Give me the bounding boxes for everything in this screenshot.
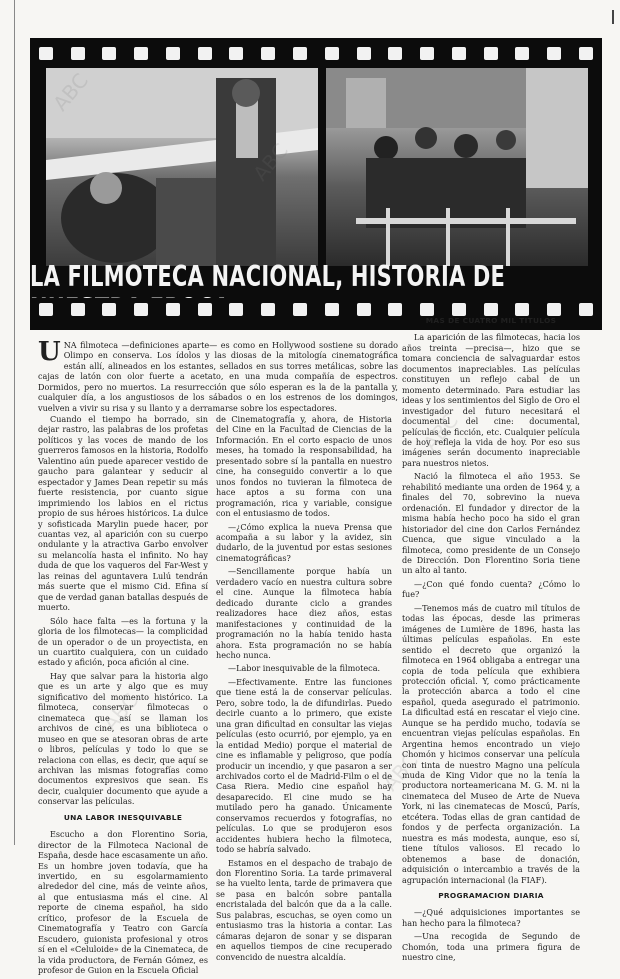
perforation bbox=[261, 303, 275, 316]
perforation bbox=[357, 47, 371, 60]
article-column-1 bbox=[38, 414, 208, 979]
paragraph: Hay que salvar para la historia algo que es un arte y algo que es muy significativo del momento histórico. La filmoteca, conservar filmotecas o cinemateca que así se llaman los archivos de cine, es una biblioteca o museo en que se atesoran obras de arte o libros, películas y todo lo que se relaciona con ellas, es decir, que aquí se archivan las mismas fotografías como documentos expresivos que sean. Es decir, cualquier documento que ayude a conservar las películas. bbox=[38, 670, 208, 807]
perforation bbox=[39, 47, 53, 60]
paragraph: —¿Cómo explica la nueva Prensa que acompaña a su labor y la avidez, sin dudarlo, de la juventud por estas sesiones cinematográficas? bbox=[216, 521, 392, 563]
photo-boarding-plane bbox=[46, 68, 318, 266]
paragraph: Nació la filmoteca el año 1953. Se rehabilitó mediante una orden de 1964 y, a finales del 70, sobrevino la nueva ordenación. El fundador y director de la misma había hecho poco ha sido el gran historiador del cine don Carlos Fernández Cuenca, que sigue vinculado a la filmoteca, como presidente de un Consejo de Dirección. Don Florentino Soria tiene un alto al tanto. bbox=[402, 471, 580, 576]
perforation bbox=[229, 303, 243, 316]
film-perforations-top bbox=[30, 42, 602, 64]
perforation bbox=[166, 303, 180, 316]
perforation bbox=[547, 303, 561, 316]
perforation bbox=[229, 47, 243, 60]
perforation bbox=[452, 303, 466, 316]
watermark: ABC bbox=[98, 688, 143, 736]
paragraph: —Tenemos más de cuatro mil títulos de todas las épocas, desde las primeras imágenes de Lumière de 1896, hasta las últimas películas españolas. En este sentido el decreto que organizó la filmoteca en 1964 obligaba a entregar una copia de toda película que exhibiera protección oficial. Y, como prácticamente la protección abarca a todo el cine español, queda asegurado el patrimonio. La dificultad está en rescatar el viejo cine. Aunque se ha perdido mucho, todavía se encuentran viejas películas españolas. En Argentina hemos encontrado un viejo Chomón y hicimos conservar una película con tinta de nuestro Magno una película muda de King Vidor que no la tenía la productora norteamericana M. G. M. ni la cinemateca del Museo de Arte de Nueva York, ni las cinematecas de Moscú, París, etcétera. Todas ellas de gran cantidad de fondos y de perfecta organización. La nuestra es más modesta, aunque, eso sí, tiene títulos valiosos. El recado lo obtenemos a base de donación, adquisición o intercambio a través de la agrupación internacional (la FIAF). bbox=[402, 602, 580, 885]
perforation bbox=[420, 47, 434, 60]
perforation bbox=[261, 47, 275, 60]
subhead-titulos: MAS DE CUATRO MIL TITULOS bbox=[425, 316, 557, 325]
perforation bbox=[452, 47, 466, 60]
drop-cap: U bbox=[38, 337, 61, 367]
paragraph: de Cinematografía y, ahora, de Historia del Cine en la Facultad de Ciencias de la Información. En el corto espacio de unos meses, ha tomado la responsabilidad, ha presentado sobre sí la pantalla en nuestro cine, ha conseguido convertir a lo que unos fondos no tuvieran la filmoteca de hace aptos a su forma con una programación, rica y variable, consigue con el entusiasmo de todos. bbox=[216, 414, 392, 519]
perforation bbox=[484, 303, 498, 316]
paragraph: —Una recogida de Segundo de Chomón, toda una primera figura de nuestro cine, bbox=[402, 931, 580, 963]
paragraph: Sólo hace falta —es la fortuna y la gloria de los filmotecas— la complicidad de un operador o de un proyectista, en un cuartito cualquiera, con un cuidado estado y afición, poca afición al cine. bbox=[38, 615, 208, 668]
perforation bbox=[102, 303, 116, 316]
paragraph: Estamos en el despacho de trabajo de don Florentino Soria. La tarde primaveral se ha vuelto lenta, tarde de primavera que se pasa en balcón sobre pantalla encristalada del balcón que da a la calle. Sus palabras, escuchas, se oyen como un entusiasmo tras la historia a contar. Las cámaras dejaron de sonar y se disparan en aquellos tiempos de cine recuperado convencido de nuestra alcaldía. bbox=[216, 857, 392, 962]
perforation bbox=[293, 47, 307, 60]
perforation bbox=[102, 47, 116, 60]
perforation bbox=[484, 47, 498, 60]
perforation bbox=[420, 303, 434, 316]
paragraph: Escucho a don Florentino Soria, director de la Filmoteca Nacional de España, desde hace escasamente un año. Es un hombre joven todavía, que ha invertido, en su esgolarmamiento alrededor del cine, más de veinte años, al que entusiasma más el cine. Al reporte de cinema español, ha sido crítico, profesor de la Escuela de Cinematografía y Teatro con García Escudero, guionista profesional y otros sí en el «Celuloide» de la Cinemateca, de la vida productora, de Fernán Gómez, es profesor de Guion en la Escuela Oficial bbox=[38, 829, 208, 976]
paragraph: La aparición de las filmotecas, hacia los años treinta —precisa—, hizo que se tomara conciencia de salvaguardar estos documentos inapreciables. Las películas constituyen un reflejo cabal de un momento determinado. Para estudiar las ideas y los sentimientos del Siglo de Oro el investigador del futuro necesitará el documental del cine: documental, películas de ficción, etc. Cualquier película de hoy refleja la vida de hoy. Por eso sus imágenes serán documento inapreciable para nuestros nietos. bbox=[402, 332, 580, 468]
perforation bbox=[388, 303, 402, 316]
photo-crowd-station bbox=[326, 68, 588, 266]
perforation bbox=[388, 47, 402, 60]
watermark: ABC bbox=[378, 748, 423, 796]
page-left-rule bbox=[14, 0, 15, 845]
paragraph: —¿Qué adquisiciones importantes se han hecho para la filmoteca? bbox=[402, 907, 580, 928]
page-edge-mark bbox=[612, 10, 614, 24]
paragraph: —Labor inesquivable de la filmoteca. bbox=[228, 663, 381, 674]
paragraph: Cuando el tiempo ha borrado, sin dejar rastro, las palabras de los profetas políticos y las voces de mando de los guerreros famosos en la historia, Rodolfo Valentino aún puede aparecer vestido de gaucho para galantear y seducir al espectador y James Dean repetir su más fuerte resistencia, por cuanto sigue imprimiendo los labios en el rictus propio de sus héroes históricos. La dulce y sofisticada Marylin puede hacer, por cuantas vez, al aparición con su cuerpo ondulante y la atractiva Garbo envolver su melancolía hasta el infinito. No hay duda de que los vaqueros del Far-West y las reinas del aguntavera Lulú tendrán más suerte que el mismo Cid. Efina sí que de verdad ganan batallas después de muerto. bbox=[38, 414, 208, 613]
article-column-3 bbox=[402, 316, 580, 966]
perforation bbox=[134, 47, 148, 60]
perforation bbox=[579, 303, 593, 316]
intro-text: NA filmoteca —definiciones aparte— es como en Hollywood sostiene su dorado Olimpo en conserva. Los ídolos y las diosas de la mitología cinematográfica están allí, alineados en los estantes, sellados en sus torres metálicas, sobre las cajas de latón con olor fuerte a acetato, en una muda compañía de espectros. Dormidos, pero no muertos. La resurrección que sólo esperan es la de la pantalla y, cualquier día, a los angustiosos de los sábados o en los estrenos de los domingos, vuelven a vivir su risa y su llanto y a derramarse sobre los espectadores. bbox=[38, 340, 398, 413]
perforation bbox=[166, 47, 180, 60]
paragraph: —¿Con qué fondo cuenta? ¿Cómo lo fue? bbox=[402, 578, 580, 600]
intro-paragraph bbox=[38, 337, 398, 416]
perforation bbox=[357, 303, 371, 316]
perforation bbox=[71, 303, 85, 316]
perforation bbox=[325, 303, 339, 316]
perforation bbox=[579, 47, 593, 60]
perforation bbox=[325, 47, 339, 60]
paragraph: —Efectivamente. Entre las funciones que tiene está la de conservar películas. Pero, sobre todo, la de difundirlas. Puedo decirle cuanto a lo primero, que existe una gran dificultad en consultar las viejas películas (esto ocurrió, por ejemplo, ya en la entidad Medio) porque el material de cine es inflamable y peligroso, que podía producir un incendio, y que pasaron a ser archivados corto el de Madrid-Film o el de Casa Riera. Medio cine español hay desaparecido. El cine mudo se ha mutilado pero ha ganado. Únicamente conservamos recuerdos y fotografías, no películas. Lo que se produjeron esos accidentes hubiera hecho la filmoteca, todo se habría salvado. bbox=[216, 676, 392, 855]
subhead-programacion: PROGRAMACION DIARIA bbox=[438, 891, 544, 901]
perforation bbox=[515, 303, 529, 316]
paragraph: —Sencillamente porque había un verdadero vacío en nuestra cultura sobre el cine. Aunque la filmoteca había dedicado durante ciclo a grandes realizadores hace diez años, estas manifestaciones y continuidad de la programación no la había tenido hasta ahora. Esta programación no se había hecho nunca. bbox=[216, 566, 392, 660]
article-column-2 bbox=[216, 414, 392, 965]
perforation bbox=[39, 303, 53, 316]
watermark: ABC bbox=[418, 408, 463, 456]
perforation bbox=[198, 47, 212, 60]
article-headline: LA FILMOTECA NACIONAL, HISTORIA DE bbox=[30, 260, 506, 293]
subhead-labor: UNA LABOR INESQUIVABLE bbox=[63, 812, 183, 822]
perforation bbox=[198, 303, 212, 316]
perforation bbox=[515, 47, 529, 60]
perforation bbox=[134, 303, 148, 316]
perforation bbox=[71, 47, 85, 60]
perforation bbox=[293, 303, 307, 316]
film-strip-banner bbox=[30, 38, 602, 330]
perforation bbox=[547, 47, 561, 60]
